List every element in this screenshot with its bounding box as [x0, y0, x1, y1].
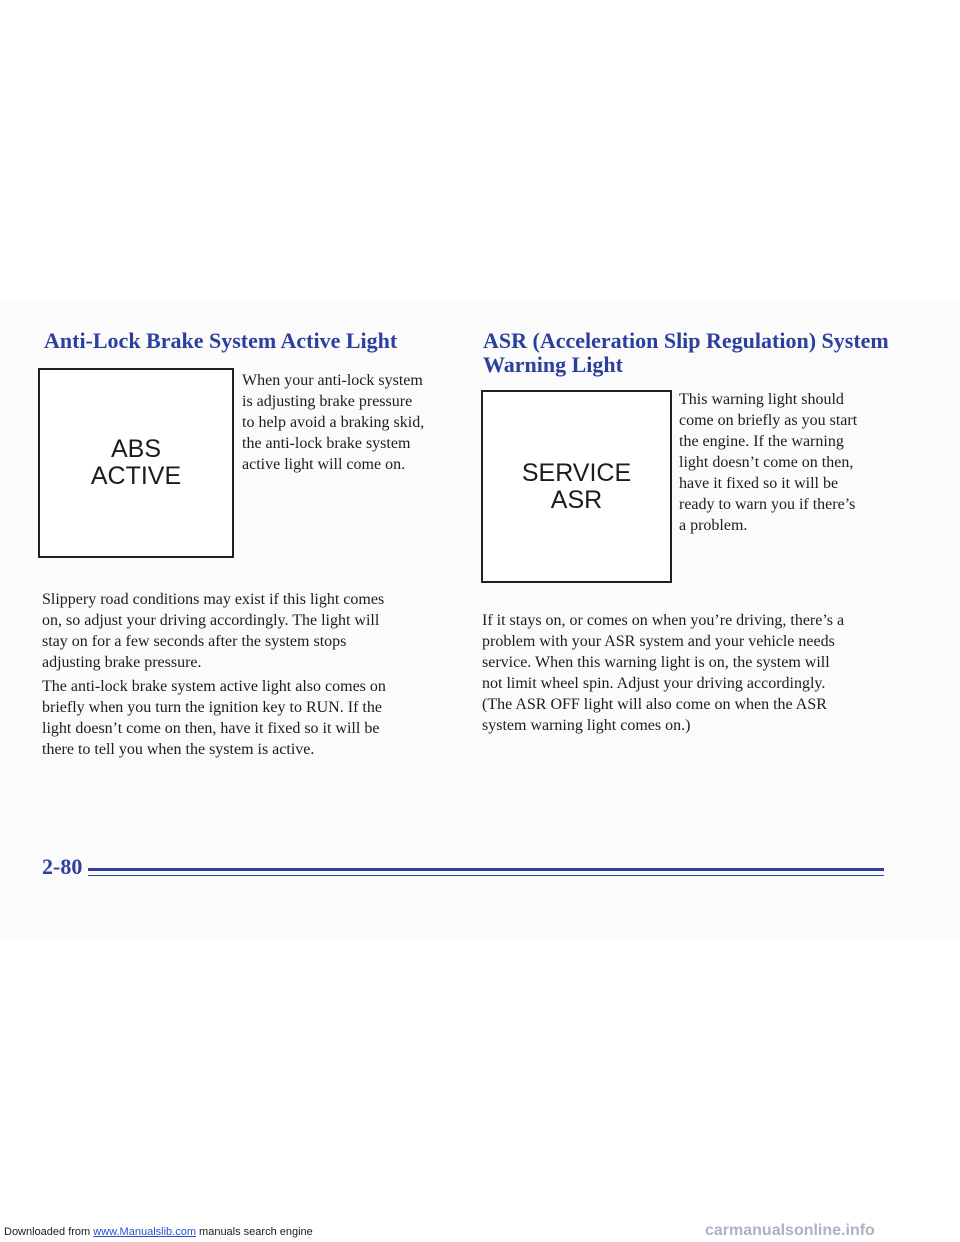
asr-indicator-line1: SERVICE: [521, 458, 632, 487]
abs-paragraph-1: [42, 589, 384, 673]
text-line: light doesn’t come on then, have it fixed so it will be: [42, 720, 380, 737]
text-line: stay on for a few seconds after the system stops: [42, 633, 347, 650]
footer-rule-thin: [88, 875, 884, 876]
download-footer: [4, 1226, 313, 1238]
text-line: adjusting brake pressure.: [42, 654, 202, 671]
text-line: active light will come on.: [242, 456, 406, 473]
text-line: (The ASR OFF light will also come on when the ASR: [482, 696, 827, 713]
text-line: briefly when you turn the ignition key to RUN. If the: [42, 699, 382, 716]
text-line: service. When this warning light is on, the system will: [482, 654, 830, 671]
text-line: ready to warn you if there’s: [679, 496, 856, 513]
text-line: If it stays on, or comes on when you’re driving, there’s a: [482, 612, 845, 629]
text-line: problem with your ASR system and your vehicle needs: [482, 633, 835, 650]
heading-line: Warning Light: [483, 352, 623, 377]
text-line: the anti-lock brake system: [242, 435, 411, 452]
abs-indicator-line2: ACTIVE: [90, 462, 182, 490]
manual-page: [0, 300, 960, 940]
abs-side-text: [242, 370, 424, 475]
text-line: there to tell you when the system is active.: [42, 741, 315, 758]
text-line: This warning light should: [679, 391, 844, 408]
text-line: Slippery road conditions may exist if this light comes: [42, 591, 385, 608]
abs-heading: Anti-Lock Brake System Active Light: [44, 328, 398, 353]
text-line: to help avoid a braking skid,: [242, 414, 425, 431]
asr-heading: [483, 329, 889, 377]
text-line: The anti-lock brake system active light also comes on: [42, 678, 386, 695]
text-line: When your anti-lock system: [242, 372, 423, 389]
text-line: is adjusting brake pressure: [242, 393, 413, 410]
text-line: not limit wheel spin. Adjust your driving accordingly.: [482, 675, 826, 692]
asr-paragraph-1: [482, 610, 844, 736]
abs-indicator-line1: ABS: [110, 435, 162, 463]
text-line: system warning light comes on.): [482, 717, 691, 734]
abs-paragraph-2: [42, 676, 386, 760]
footer-rule-thick: [88, 868, 884, 871]
manualslib-link[interactable]: www.Manualslib.com: [93, 1226, 196, 1238]
text-line: have it fixed so it will be: [679, 475, 839, 492]
asr-indicator-line2: ASR: [550, 485, 603, 514]
footer-prefix: Downloaded from: [4, 1226, 94, 1238]
abs-active-indicator: [38, 368, 234, 558]
text-line: light doesn’t come on then,: [679, 454, 854, 471]
watermark: carmanualsonline.info: [705, 1222, 875, 1239]
text-line: a problem.: [679, 517, 748, 534]
service-asr-indicator: [481, 390, 672, 583]
page-number: 2-80: [42, 854, 83, 879]
text-line: come on briefly as you start: [679, 412, 858, 429]
text-line: the engine. If the warning: [679, 433, 844, 450]
heading-line: ASR (Acceleration Slip Regulation) System: [483, 328, 889, 353]
asr-side-text: [679, 389, 857, 536]
text-line: on, so adjust your driving accordingly. The light will: [42, 612, 380, 629]
footer-suffix: manuals search engine: [195, 1226, 313, 1238]
